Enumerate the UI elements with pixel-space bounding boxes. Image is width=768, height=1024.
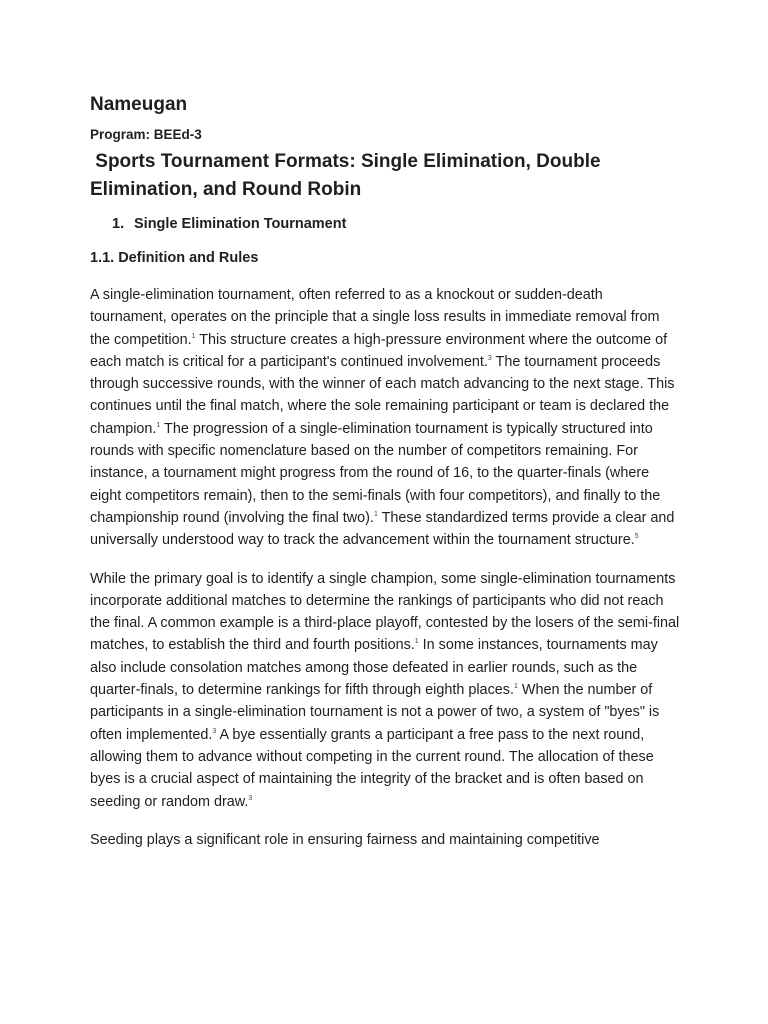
- paragraph-rankings: [90, 568, 680, 813]
- author-name: Nameugan: [90, 94, 188, 115]
- paragraph-text: These standardized terms provide a clear and universally understood way to track the advancement within the tournament structure.: [90, 509, 675, 549]
- document-title: Sports Tournament Formats: Single Elimination, Double Elimination, and Round Robin: [90, 151, 606, 200]
- paragraph-seeding: [90, 829, 680, 851]
- reference-marker[interactable]: 1: [191, 332, 196, 340]
- reference-marker[interactable]: 1: [156, 421, 161, 429]
- reference-marker[interactable]: 3: [487, 354, 492, 362]
- paragraph-text: While the primary goal is to identify a single champion, some single-elimination tournaments incorporate additional matches to determine the rankings of participants who did not reach the final. A common example is a third-place playoff, contested by the losers of the semi-final matches, to establish the third and fourth positions.: [90, 570, 680, 654]
- program-label: Program: BEEd-3: [90, 127, 202, 142]
- reference-marker[interactable]: 1: [373, 510, 378, 518]
- paragraph-text: The progression of a single-elimination tournament is typically structured into rounds with specific nomenclature based on the number of competitors remaining. For instance, a tournament might progress from the round of 16, to the quarter-finals (where eight competitors remain), then to the semi-finals (with four competitors), and finally to the championship round (involving the final two).: [90, 420, 661, 526]
- document-page: [90, 92, 680, 867]
- section-number: 1.: [112, 216, 125, 232]
- reference-marker[interactable]: 3: [248, 794, 253, 802]
- reference-marker[interactable]: 1: [414, 638, 419, 646]
- reference-marker[interactable]: 3: [212, 727, 217, 735]
- paragraph-text: In some instances, tournaments may also include consolation matches among those defeated in earlier rounds, such as the quarter-finals, to determine rankings for fifth through eighth places.: [90, 637, 658, 699]
- paragraph-text: This structure creates a high-pressure environment where the outcome of each match is critical for a participant's continued involvement.: [90, 331, 668, 370]
- paragraph-text: Seeding plays a significant role in ensuring fairness and maintaining competitive: [90, 831, 600, 848]
- subsection-heading: 1.1. Definition and Rules: [90, 250, 259, 266]
- paragraph-text: When the number of participants in a single-elimination tournament is not a power of two, a system of "byes" is often implemented.: [90, 682, 660, 743]
- paragraph-definition: [90, 284, 680, 552]
- paragraph-text: A bye essentially grants a participant a free pass to the next round, allowing them to advance without competing in the current round. The allocation of these byes is a crucial aspect of maintaining the integrity of the bracket and is often based on seeding or random draw.: [90, 726, 654, 810]
- reference-marker[interactable]: 1: [513, 683, 518, 691]
- reference-marker[interactable]: 5: [634, 533, 639, 541]
- section-title: Single Elimination Tournament: [134, 216, 347, 232]
- section-heading-1: [90, 214, 680, 234]
- paragraph-text: The tournament proceeds through successive rounds, with the winner of each match advancing to the next stage. This continues until the final match, where the sole remaining participant or team is declared the champion.: [90, 353, 675, 437]
- paragraph-text: A single-elimination tournament, often referred to as a knockout or sudden-death tournament, operates on the principle that a single loss results in immediate removal from the competition.: [90, 287, 660, 348]
